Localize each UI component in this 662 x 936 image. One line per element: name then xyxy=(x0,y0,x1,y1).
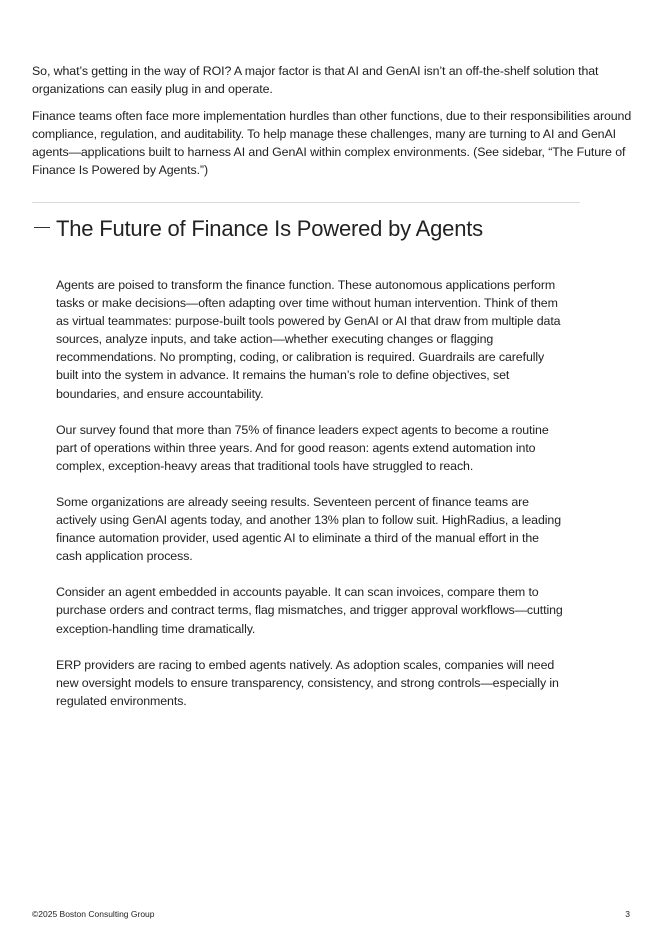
section-divider xyxy=(32,202,580,203)
sidebar-body xyxy=(56,276,566,728)
sidebar-title: The Future of Finance Is Powered by Agents xyxy=(56,216,483,241)
sidebar-paragraph-4: Consider an agent embedded in accounts payable. It can scan invoices, compare them to purchase orders and contract terms, flag mismatches, and trigger approval workflows—cutting exception-handling time dramatically. xyxy=(56,585,563,636)
sidebar-paragraph-3: Some organizations are already seeing results. Seventeen percent of finance teams are actively using GenAI agents today, and another 13% plan to follow suit. HighRadius, a leading finance automation provider, used agentic AI to eliminate a third of the manual effort in the cash application process. xyxy=(56,494,562,564)
intro-paragraph-1: So, what’s getting in the way of ROI? A major factor is that AI and GenAI isn’t an off-the-shelf solution that organizations can easily plug in and operate. xyxy=(32,64,599,96)
sidebar-heading xyxy=(34,214,634,246)
sidebar-paragraph-5: ERP providers are racing to embed agents natively. As adoption scales, companies will need new oversight models to ensure transparency, consistency, and strong controls—especially in regulated environments. xyxy=(56,657,559,708)
sidebar-paragraph-1: Agents are poised to transform the finance function. These autonomous applications perform tasks or make decisions—often adapting over time without human intervention. Think of them as virtual teammates: purpose-built tools powered by GenAI or AI that draw from multiple data sources, analyze inputs, and take action—whether executing changes or flagging recommendations. No prompting, coding, or calibration is required. Guardrails are carefully built into the system in advance. It remains the human’s role to define objectives, set boundaries, and ensure accountability. xyxy=(56,278,561,401)
heading-dash-mark xyxy=(34,227,50,228)
sidebar-paragraph-2: Our survey found that more than 75% of finance leaders expect agents to become a routine part of operations within three years. And for good reason: agents extend automation into complex, exception-heavy areas that traditional tools have struggled to reach. xyxy=(56,422,549,473)
page-number: 3 xyxy=(625,909,630,919)
footer-copyright: ©2025 Boston Consulting Group xyxy=(32,909,155,919)
intro-paragraph-2: Finance teams often face more implementation hurdles than other functions, due to their responsibilities around compliance, regulation, and auditability. To help manage these challenges, many are turning to AI and GenAI agents—applications built to harness AI and GenAI within complex environments. (See sidebar, “The Future of Finance Is Powered by Agents.”) xyxy=(32,109,632,177)
intro-text xyxy=(32,62,632,188)
